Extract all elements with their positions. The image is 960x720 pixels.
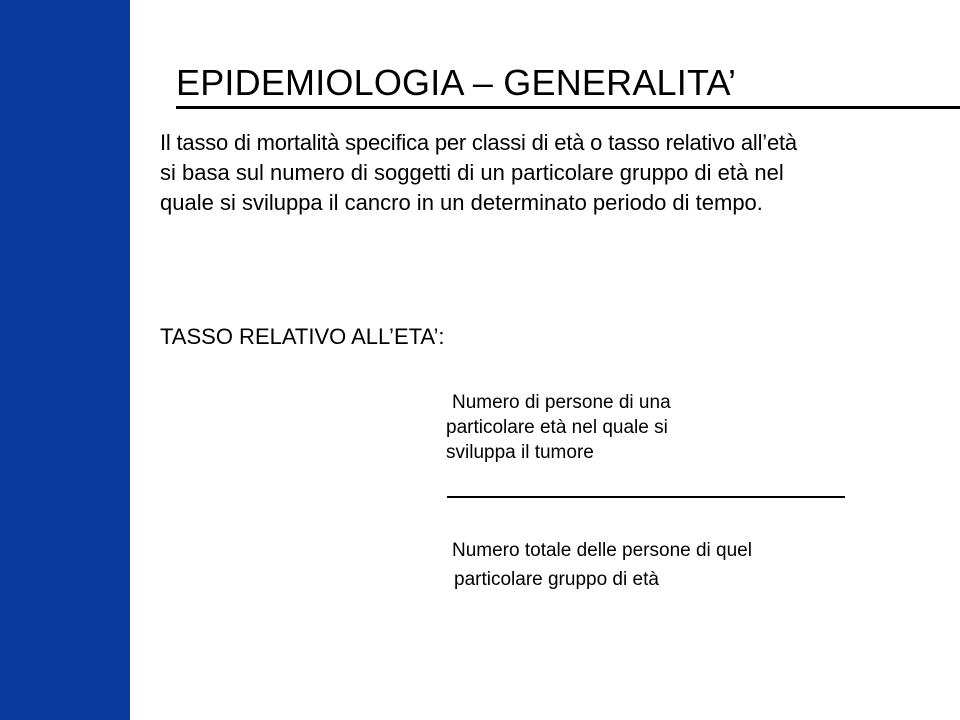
left-accent-bar [0, 0, 130, 720]
paragraph-line-1: Il tasso di mortalità specifica per classi di età o tasso relativo all’età [160, 130, 797, 155]
paragraph-line-3: quale si sviluppa il cancro in un determinato periodo di tempo. [160, 190, 763, 215]
numerator-line-2: particolare età nel quale si [446, 417, 668, 438]
fraction-bar [447, 496, 845, 498]
slide-title: EPIDEMIOLOGIA – GENERALITA’ [176, 62, 737, 103]
formula-denominator [452, 536, 752, 594]
paragraph-line-2: si basa sul numero di soggetti di un particolare gruppo di età nel [160, 160, 784, 185]
formula-numerator [446, 390, 671, 465]
title-underline [176, 106, 960, 109]
denominator-line-2: particolare gruppo di età [454, 569, 659, 590]
numerator-line-1: Numero di persone di una [452, 392, 671, 413]
definition-paragraph [160, 128, 960, 218]
formula-label: TASSO RELATIVO ALL’ETA’: [160, 324, 445, 349]
numerator-line-3: sviluppa il tumore [446, 442, 594, 463]
denominator-line-1: Numero totale delle persone di quel [452, 540, 752, 561]
